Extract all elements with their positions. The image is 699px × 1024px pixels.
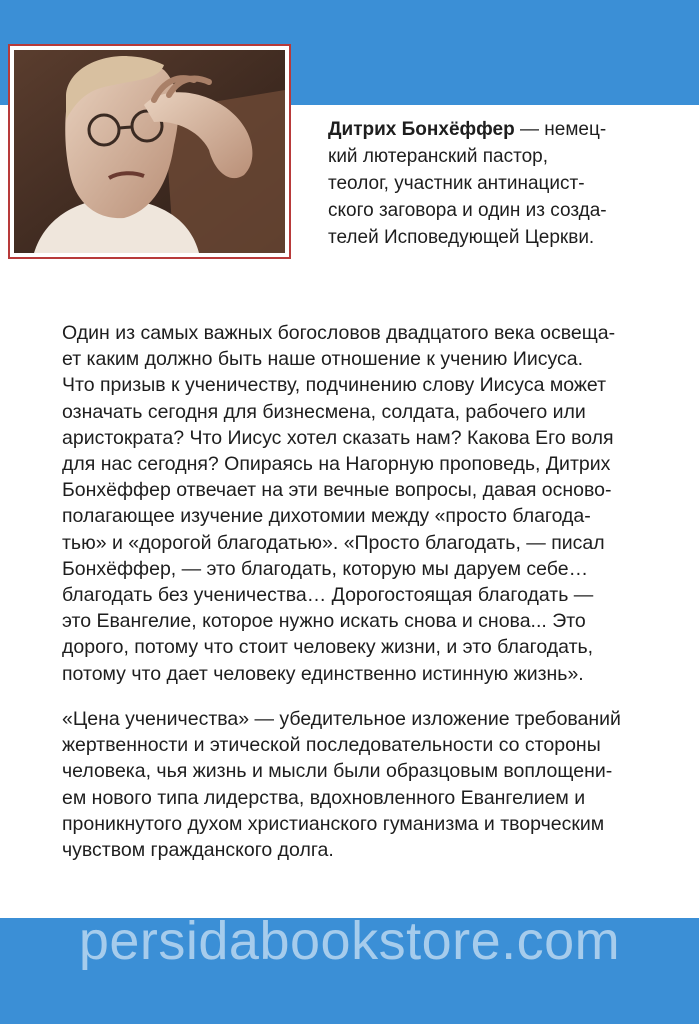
caption-line: телей Исповедующей Церкви. [328,227,595,248]
text-line: означать сегодня для бизнесмена, солдата, рабочего или [62,400,586,423]
author-name: Дитрих Бонхёффер [328,119,515,140]
text-line: потому что дает человеку единственно истинную жизнь». [62,662,584,685]
description-paragraph-1 [62,320,642,687]
portrait-photo-icon [14,50,285,253]
text-line: ет каким должно быть наше отношение к учению Иисуса. [62,348,584,371]
text-line: проникнутого духом христианского гуманизма и творческим [62,812,605,835]
text-line: жертвенности и этической последовательности со стороны [62,734,601,757]
text-line: благодать без ученичества… Дорогостоящая благодать — [62,584,594,607]
text-line: ем нового типа лидерства, вдохновленного Евангелием и [62,786,586,809]
author-caption [328,116,688,251]
text-line: аристократа? Что Иисус хотел сказать нам? Какова Его воля [62,426,614,449]
caption-line: ского заговора и один из созда- [328,200,607,221]
text-line: Бонхёффер отвечает на эти вечные вопросы, давая осново- [62,479,612,502]
text-line: «Цена ученичества» — убедительное изложение требований [62,708,621,730]
portrait-frame [8,44,291,259]
text-line: полагающее изучение дихотомии между «просто благода- [62,505,591,528]
text-line: тью» и «дорогой благодатью». «Просто благодать, — писал [62,531,605,554]
caption-line: теолог, участник антинацист- [328,173,585,194]
text-line: Что призыв к ученичеству, подчинению слову Иисуса может [62,374,607,397]
text-line: дорого, потому что стоит человеку жизни, и это благодать, [62,636,594,659]
store-watermark: persidabookstore.com [78,911,621,971]
text-line: чувством гражданского долга. [62,839,334,862]
text-line: для нас сегодня? Опираясь на Нагорную проповедь, Дитрих [62,453,611,476]
caption-line: кий лютеранский пастор, [328,146,548,167]
text-line: Один из самых важных богословов двадцатого века освеща- [62,322,616,344]
caption-line: — немец- [514,119,607,140]
text-line: человека, чья жизнь и мысли были образцовым воплощени- [62,760,613,783]
text-line: это Евангелие, которое нужно искать снова и снова... Это [62,610,586,633]
description-paragraph-2 [62,706,642,863]
text-line: Бонхёффер, — это благодать, которую мы даруем себе… [62,557,589,580]
